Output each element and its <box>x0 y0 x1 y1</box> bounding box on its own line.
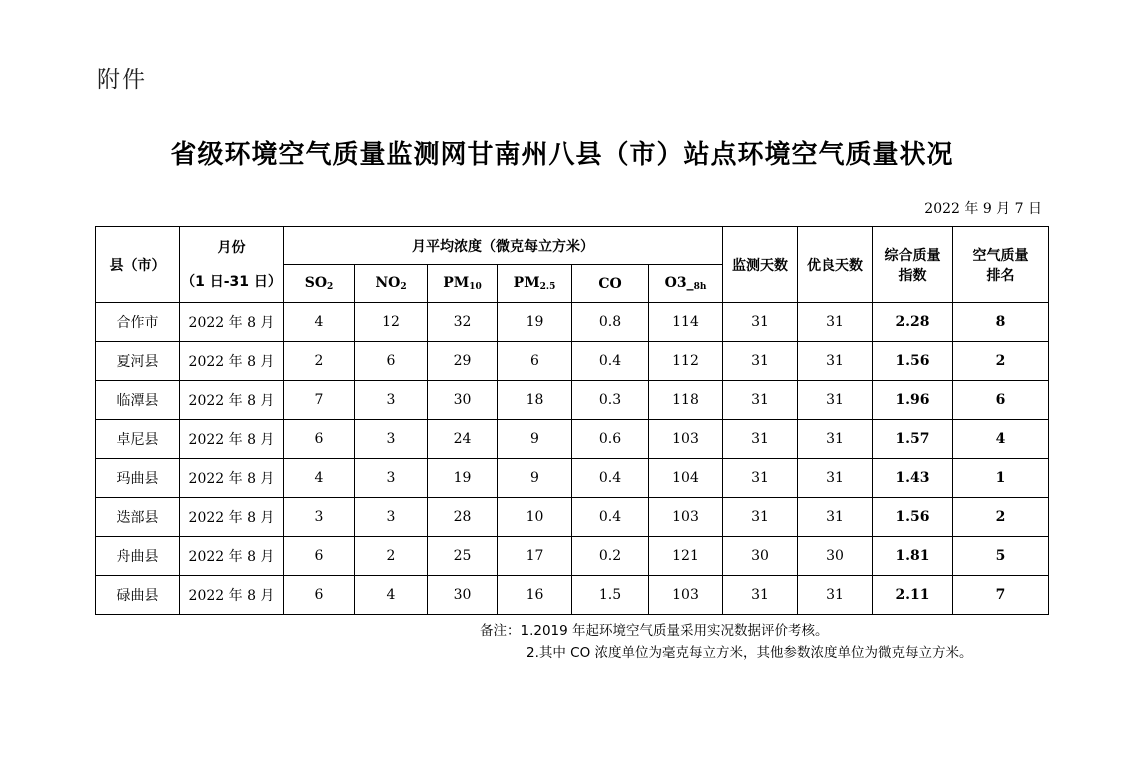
rank-cell: 8 <box>953 303 1049 342</box>
county-cell: 卓尼县 <box>96 420 180 459</box>
no2-cell: 3 <box>355 498 428 537</box>
co-cell: 0.4 <box>572 498 649 537</box>
so2-cell: 6 <box>284 576 355 615</box>
pm25-cell: 10 <box>498 498 572 537</box>
pm25-cell: 9 <box>498 459 572 498</box>
county-cell: 舟曲县 <box>96 537 180 576</box>
co-cell: 0.4 <box>572 342 649 381</box>
o3-cell: 112 <box>649 342 723 381</box>
air-quality-table <box>95 226 1049 615</box>
o3-cell: 114 <box>649 303 723 342</box>
no2-cell: 2 <box>355 537 428 576</box>
table-row <box>96 381 1049 420</box>
attachment-label: 附件 <box>97 67 147 93</box>
no2-cell: 12 <box>355 303 428 342</box>
so2-cell: 6 <box>284 537 355 576</box>
header-good-days: 优良天数 <box>798 227 873 303</box>
monitor-days-cell: 31 <box>723 498 798 537</box>
header-o3: $O3\__{8h}$ <box>649 265 723 303</box>
monitor-days-cell: 31 <box>723 303 798 342</box>
rank-cell: 1 <box>953 459 1049 498</box>
pm10-cell: 28 <box>428 498 498 537</box>
pm25-cell: 16 <box>498 576 572 615</box>
co-cell: 0.2 <box>572 537 649 576</box>
rank-cell: 5 <box>953 537 1049 576</box>
aqi-cell: 2.11 <box>873 576 953 615</box>
note-line-1: 备注：1.2019 年起环境空气质量采用实况数据评价考核。 <box>480 623 829 639</box>
header-so2: $SO_2$ <box>284 265 355 303</box>
header-rank <box>953 227 1049 303</box>
no2-cell: 3 <box>355 381 428 420</box>
aqi-cell: 2.28 <box>873 303 953 342</box>
month-cell: 2022 年 8 月 <box>180 576 284 615</box>
notes <box>480 620 973 664</box>
table-row <box>96 303 1049 342</box>
header-co: CO <box>572 265 649 303</box>
table-row <box>96 459 1049 498</box>
good-days-cell: 30 <box>798 537 873 576</box>
county-cell: 碌曲县 <box>96 576 180 615</box>
monitor-days-cell: 31 <box>723 459 798 498</box>
header-pm10: $PM_{10}$ <box>428 265 498 303</box>
table-row <box>96 420 1049 459</box>
co-cell: 0.3 <box>572 381 649 420</box>
o3-cell: 104 <box>649 459 723 498</box>
month-cell: 2022 年 8 月 <box>180 303 284 342</box>
pm25-cell: 18 <box>498 381 572 420</box>
month-cell: 2022 年 8 月 <box>180 459 284 498</box>
co-cell: 0.4 <box>572 459 649 498</box>
header-rank-line1: 空气质量 <box>972 247 1029 264</box>
monitor-days-cell: 31 <box>723 381 798 420</box>
no2-cell: 4 <box>355 576 428 615</box>
header-aqi-line2: 指数 <box>898 267 927 284</box>
table-row <box>96 537 1049 576</box>
good-days-cell: 31 <box>798 342 873 381</box>
so2-cell: 6 <box>284 420 355 459</box>
monitor-days-cell: 31 <box>723 342 798 381</box>
rank-cell: 2 <box>953 342 1049 381</box>
o3-cell: 118 <box>649 381 723 420</box>
header-rank-line2: 排名 <box>986 267 1015 284</box>
o3-cell: 103 <box>649 420 723 459</box>
county-cell: 合作市 <box>96 303 180 342</box>
header-month-range: （1 日-31 日） <box>181 273 282 290</box>
so2-cell: 7 <box>284 381 355 420</box>
no2-cell: 3 <box>355 459 428 498</box>
pm25-cell: 9 <box>498 420 572 459</box>
aqi-cell: 1.57 <box>873 420 953 459</box>
so2-cell: 3 <box>284 498 355 537</box>
so2-cell: 4 <box>284 303 355 342</box>
co-cell: 0.6 <box>572 420 649 459</box>
aqi-cell: 1.56 <box>873 342 953 381</box>
co-cell: 0.8 <box>572 303 649 342</box>
note-line-2: 2.其中 CO 浓度单位为毫克每立方米，其他参数浓度单位为微克每立方米。 <box>526 645 973 661</box>
county-cell: 迭部县 <box>96 498 180 537</box>
monitor-days-cell: 30 <box>723 537 798 576</box>
header-county: 县（市） <box>96 227 180 303</box>
pm10-cell: 30 <box>428 576 498 615</box>
header-month-label: 月份 <box>217 239 246 256</box>
good-days-cell: 31 <box>798 381 873 420</box>
good-days-cell: 31 <box>798 576 873 615</box>
good-days-cell: 31 <box>798 303 873 342</box>
monitor-days-cell: 31 <box>723 420 798 459</box>
pm25-cell: 17 <box>498 537 572 576</box>
no2-cell: 3 <box>355 420 428 459</box>
header-aqi-line1: 综合质量 <box>884 247 941 264</box>
pm10-cell: 24 <box>428 420 498 459</box>
month-cell: 2022 年 8 月 <box>180 381 284 420</box>
month-cell: 2022 年 8 月 <box>180 537 284 576</box>
aqi-cell: 1.43 <box>873 459 953 498</box>
pm25-cell: 19 <box>498 303 572 342</box>
pm10-cell: 32 <box>428 303 498 342</box>
pm25-cell: 6 <box>498 342 572 381</box>
co-cell: 1.5 <box>572 576 649 615</box>
county-cell: 夏河县 <box>96 342 180 381</box>
aqi-cell: 1.56 <box>873 498 953 537</box>
pm10-cell: 19 <box>428 459 498 498</box>
month-cell: 2022 年 8 月 <box>180 342 284 381</box>
pm10-cell: 25 <box>428 537 498 576</box>
header-pm25: $PM_{2.5}$ <box>498 265 572 303</box>
table-row <box>96 576 1049 615</box>
header-monitor-days: 监测天数 <box>723 227 798 303</box>
rank-cell: 7 <box>953 576 1049 615</box>
no2-cell: 6 <box>355 342 428 381</box>
pm10-cell: 29 <box>428 342 498 381</box>
o3-cell: 121 <box>649 537 723 576</box>
rank-cell: 6 <box>953 381 1049 420</box>
rank-cell: 2 <box>953 498 1049 537</box>
so2-cell: 2 <box>284 342 355 381</box>
header-monthly-average: 月平均浓度（微克每立方米） <box>284 227 723 265</box>
county-cell: 临潭县 <box>96 381 180 420</box>
header-aqi <box>873 227 953 303</box>
county-cell: 玛曲县 <box>96 459 180 498</box>
o3-cell: 103 <box>649 498 723 537</box>
report-date: 2022 年 9 月 7 日 <box>924 201 1042 217</box>
page-title: 省级环境空气质量监测网甘南州八县（市）站点环境空气质量状况 <box>170 140 954 170</box>
pm10-cell: 30 <box>428 381 498 420</box>
header-month <box>180 227 284 303</box>
rank-cell: 4 <box>953 420 1049 459</box>
aqi-cell: 1.96 <box>873 381 953 420</box>
header-no2: $NO_2$ <box>355 265 428 303</box>
o3-cell: 103 <box>649 576 723 615</box>
aqi-cell: 1.81 <box>873 537 953 576</box>
month-cell: 2022 年 8 月 <box>180 420 284 459</box>
table-row <box>96 342 1049 381</box>
month-cell: 2022 年 8 月 <box>180 498 284 537</box>
table-row <box>96 498 1049 537</box>
monitor-days-cell: 31 <box>723 576 798 615</box>
good-days-cell: 31 <box>798 498 873 537</box>
good-days-cell: 31 <box>798 459 873 498</box>
good-days-cell: 31 <box>798 420 873 459</box>
so2-cell: 4 <box>284 459 355 498</box>
